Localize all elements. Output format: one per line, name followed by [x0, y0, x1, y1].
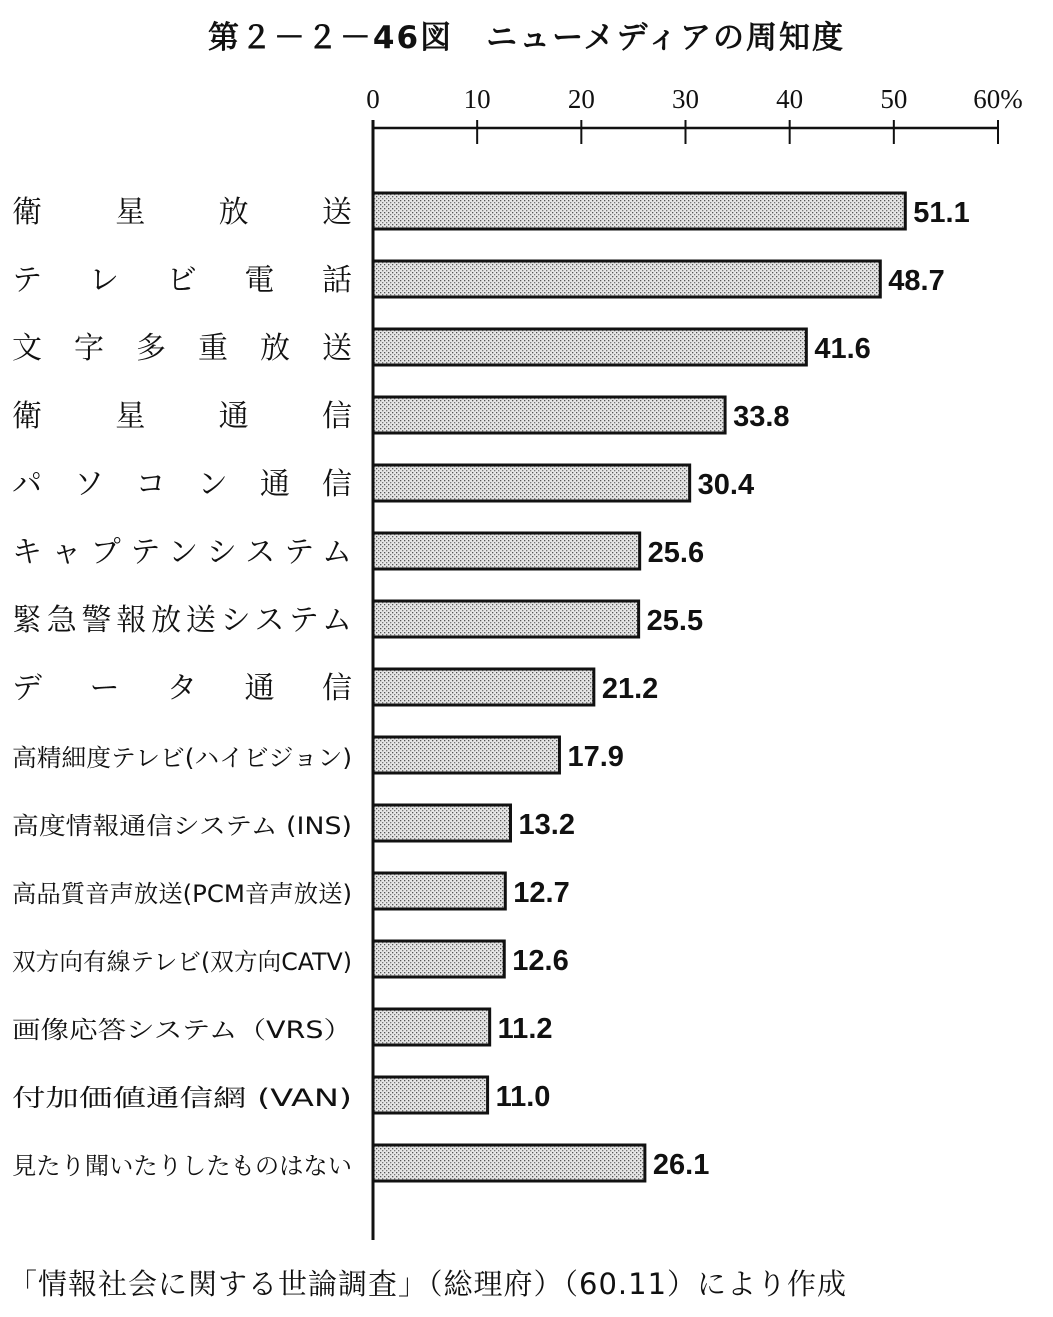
value-label: 21.2	[601, 673, 659, 705]
value-label: 25.5	[646, 605, 704, 637]
category-label: 高品質音声放送(PCM音声放送)	[12, 880, 352, 908]
bar	[373, 669, 594, 705]
axis	[366, 84, 1023, 1240]
x-tick-label: 30	[672, 84, 699, 114]
category-label: 画像応答システム（VRS）	[12, 1016, 352, 1044]
bar	[373, 193, 905, 229]
x-tick-label: 50	[880, 84, 908, 114]
bar	[373, 1145, 645, 1181]
bars	[373, 193, 970, 1181]
x-tick-label: 60%	[973, 84, 1023, 114]
source-note: 「情報社会に関する世論調査」（総理府）（60.11）により作成	[8, 1267, 848, 1301]
category-label: 衛星放送	[12, 195, 352, 230]
x-tick-label: 20	[567, 84, 595, 114]
value-label: 11.0	[495, 1081, 551, 1113]
bar	[373, 601, 639, 637]
value-label: 12.6	[512, 945, 569, 977]
value-label: 17.9	[567, 741, 624, 773]
category-label: 文字多重放送	[12, 331, 352, 366]
category-label: 双方向有線テレビ(双方向CATV)	[12, 948, 352, 976]
value-label: 25.6	[647, 537, 705, 569]
chart-title: 第２－２－46図 ニューメディアの周知度	[207, 20, 846, 56]
category-label: 付加価値通信網 (VAN)	[12, 1084, 352, 1112]
bar	[373, 941, 504, 977]
value-label: 33.8	[733, 401, 790, 433]
bar	[373, 1009, 490, 1045]
category-label: 緊急警報放送システム	[12, 603, 352, 638]
value-label: 48.7	[888, 265, 945, 297]
bar	[373, 533, 640, 569]
bar	[373, 805, 511, 841]
value-label: 41.6	[814, 333, 871, 365]
bar	[373, 261, 880, 297]
category-labels	[12, 195, 352, 1180]
x-tick-label: 40	[776, 84, 804, 114]
x-tick-label: 0	[366, 84, 380, 114]
category-label: 高度情報通信システム (INS)	[12, 812, 352, 840]
category-label: テレビ電話	[12, 263, 352, 298]
bar	[373, 737, 559, 773]
value-label: 13.2	[518, 809, 575, 841]
bar	[373, 329, 806, 365]
value-label: 26.1	[652, 1149, 710, 1181]
bar	[373, 1077, 488, 1113]
category-label: 高精細度テレビ(ハイビジョン)	[12, 744, 352, 772]
bar	[373, 397, 725, 433]
category-label: データ通信	[12, 671, 352, 706]
value-label: 30.4	[697, 469, 755, 501]
category-label: 衛星通信	[12, 399, 352, 434]
x-tick-label: 10	[463, 84, 491, 114]
category-label: キャプテンシステム	[12, 535, 352, 570]
category-label: パソコン通信	[12, 467, 352, 502]
bar	[373, 873, 505, 909]
value-label: 11.2	[497, 1013, 553, 1045]
bar	[373, 465, 690, 501]
value-label: 12.7	[513, 877, 570, 909]
value-label: 51.1	[913, 197, 970, 229]
category-label: 見たり聞いたりしたものはない	[12, 1152, 352, 1180]
